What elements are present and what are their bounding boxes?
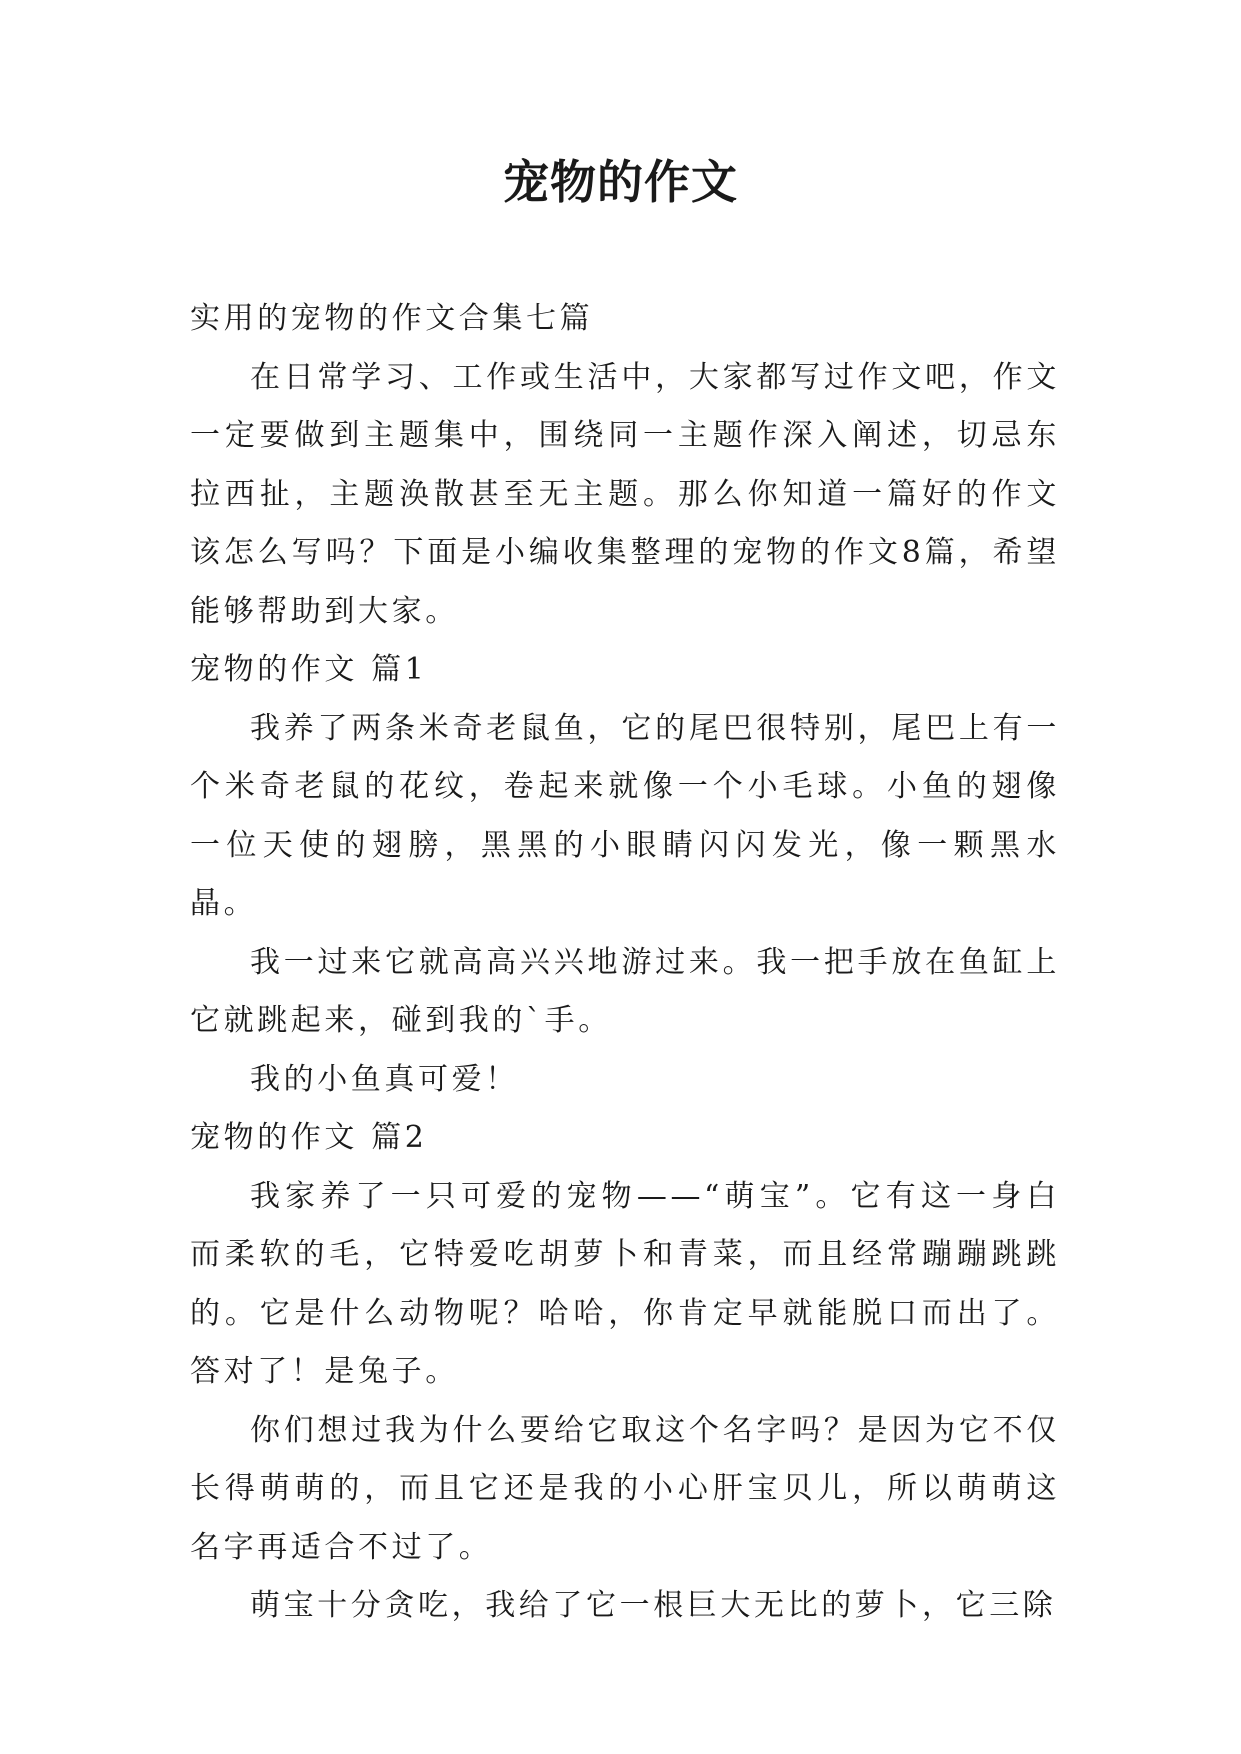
document-body <box>190 290 1060 1636</box>
section-heading-2: 宠物的作文 篇2 <box>190 1120 428 1155</box>
section-heading-1: 宠物的作文 篇1 <box>190 652 428 687</box>
paragraph: 你们想过我为什么要给它取这个名字吗？是因为它不仅长得萌萌的，而且它还是我的小心肝宝贝儿，所以萌萌这名字再适合不过了。 <box>190 1412 1060 1565</box>
paragraph: 萌宝十分贪吃，我给了它一根巨大无比的萝卜，它三除 <box>250 1588 1057 1623</box>
paragraph: 我的小鱼真可爱！ <box>250 1061 519 1097</box>
document-title: 宠物的作文 <box>503 155 738 209</box>
paragraph: 我养了两条米奇老鼠鱼，它的尾巴很特别，尾巴上有一个米奇老鼠的花纹，卷起来就像一个小毛球。小鱼的翅像一位天使的翅膀，黑黑的小眼睛闪闪发光，像一颗黑水晶。 <box>190 710 1060 921</box>
intro-paragraph: 在日常学习、工作或生活中，大家都写过作文吧，作文一定要做到主题集中，围绕同一主题作深入阐述，切忌东拉西扯，主题涣散甚至无主题。那么你知道一篇好的作文该怎么写吗？下面是小编收集整理的宠物的作文8篇，希望能够帮助到大家。 <box>190 359 1060 629</box>
paragraph: 我家养了一只可爱的宠物——“萌宝”。它有这一身白而柔软的毛，它特爱吃胡萝卜和青菜，而且经常蹦蹦跳跳的。它是什么动物呢？哈哈，你肯定早就能脱口而出了。答对了！是兔子。 <box>190 1178 1060 1389</box>
collection-heading: 实用的宠物的作文合集七篇 <box>190 301 594 336</box>
paragraph: 我一过来它就高高兴兴地游过来。我一把手放在鱼缸上它就跳起来，碰到我的`手。 <box>190 944 1060 1038</box>
